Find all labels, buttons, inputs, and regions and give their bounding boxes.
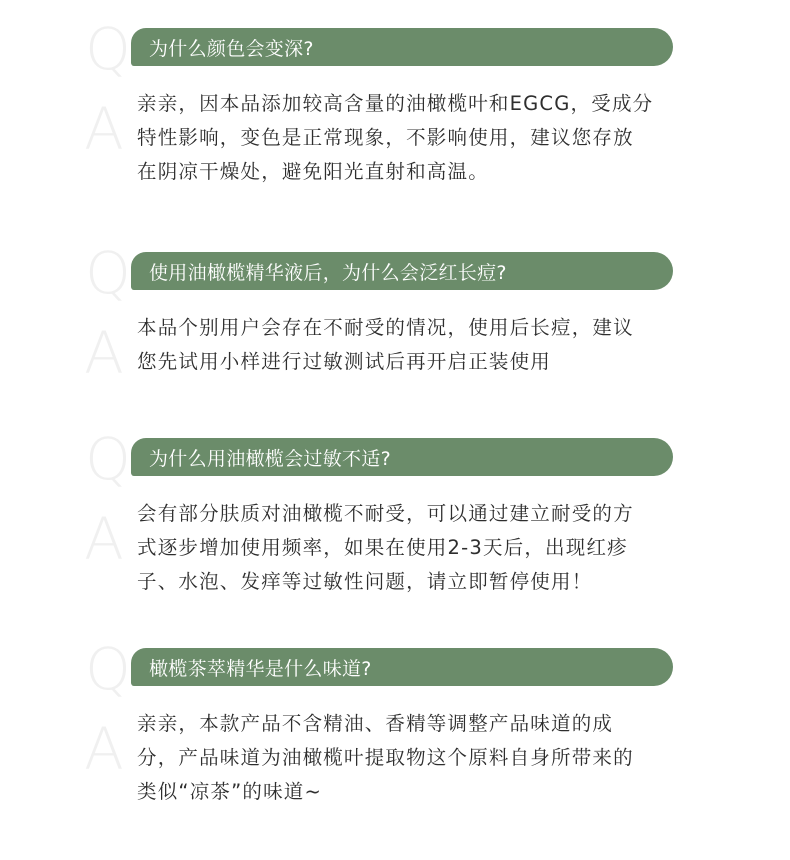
answer-line: 亲亲，因本品添加较高含量的油橄榄叶和EGCG，受成分 xyxy=(137,92,654,115)
question-text: 橄榄茶萃精华是什么味道? xyxy=(149,657,372,680)
answer-line: 您先试用小样进行过敏测试后再开启正装使用 xyxy=(137,350,552,373)
answer-line: 类似“凉茶”的味道~ xyxy=(137,780,323,803)
q-letter-icon: Q xyxy=(85,425,131,493)
answer-line: 式逐步增加使用频率，如果在使用2-3天后，出现红疹 xyxy=(137,536,628,559)
answer-text xyxy=(137,707,677,809)
answer-line: 特性影响，变色是正常现象，不影响使用，建议您存放 xyxy=(137,126,634,149)
question-bar xyxy=(131,438,673,476)
question-text: 使用油橄榄精华液后，为什么会泛红长痘? xyxy=(149,261,507,284)
answer-text xyxy=(137,497,677,599)
answer-line: 本品个别用户会存在不耐受的情况，使用后长痘，建议 xyxy=(137,316,634,339)
answer-text xyxy=(137,87,677,189)
question-bar xyxy=(131,252,673,290)
a-letter-icon: A xyxy=(84,715,124,783)
question-bar xyxy=(131,648,673,686)
q-letter-icon: Q xyxy=(85,15,131,83)
answer-line: 子、水泡、发痒等过敏性问题，请立即暂停使用！ xyxy=(137,570,593,593)
answer-line: 在阴凉干燥处，避免阳光直射和高温。 xyxy=(137,160,489,183)
answer-text xyxy=(137,311,677,379)
q-letter-icon: Q xyxy=(85,635,131,703)
q-letter-icon: Q xyxy=(85,239,131,307)
answer-line: 会有部分肤质对油橄榄不耐受，可以通过建立耐受的方 xyxy=(137,502,634,525)
a-letter-icon: A xyxy=(84,505,124,573)
a-letter-icon: A xyxy=(84,319,124,387)
question-text: 为什么用油橄榄会过敏不适? xyxy=(149,447,391,470)
question-bar xyxy=(131,28,673,66)
a-letter-icon: A xyxy=(84,95,124,163)
answer-line: 亲亲，本款产品不含精油、香精等调整产品味道的成 xyxy=(137,712,614,735)
answer-line: 分，产品味道为油橄榄叶提取物这个原料自身所带来的 xyxy=(137,746,634,769)
question-text: 为什么颜色会变深? xyxy=(149,37,314,60)
